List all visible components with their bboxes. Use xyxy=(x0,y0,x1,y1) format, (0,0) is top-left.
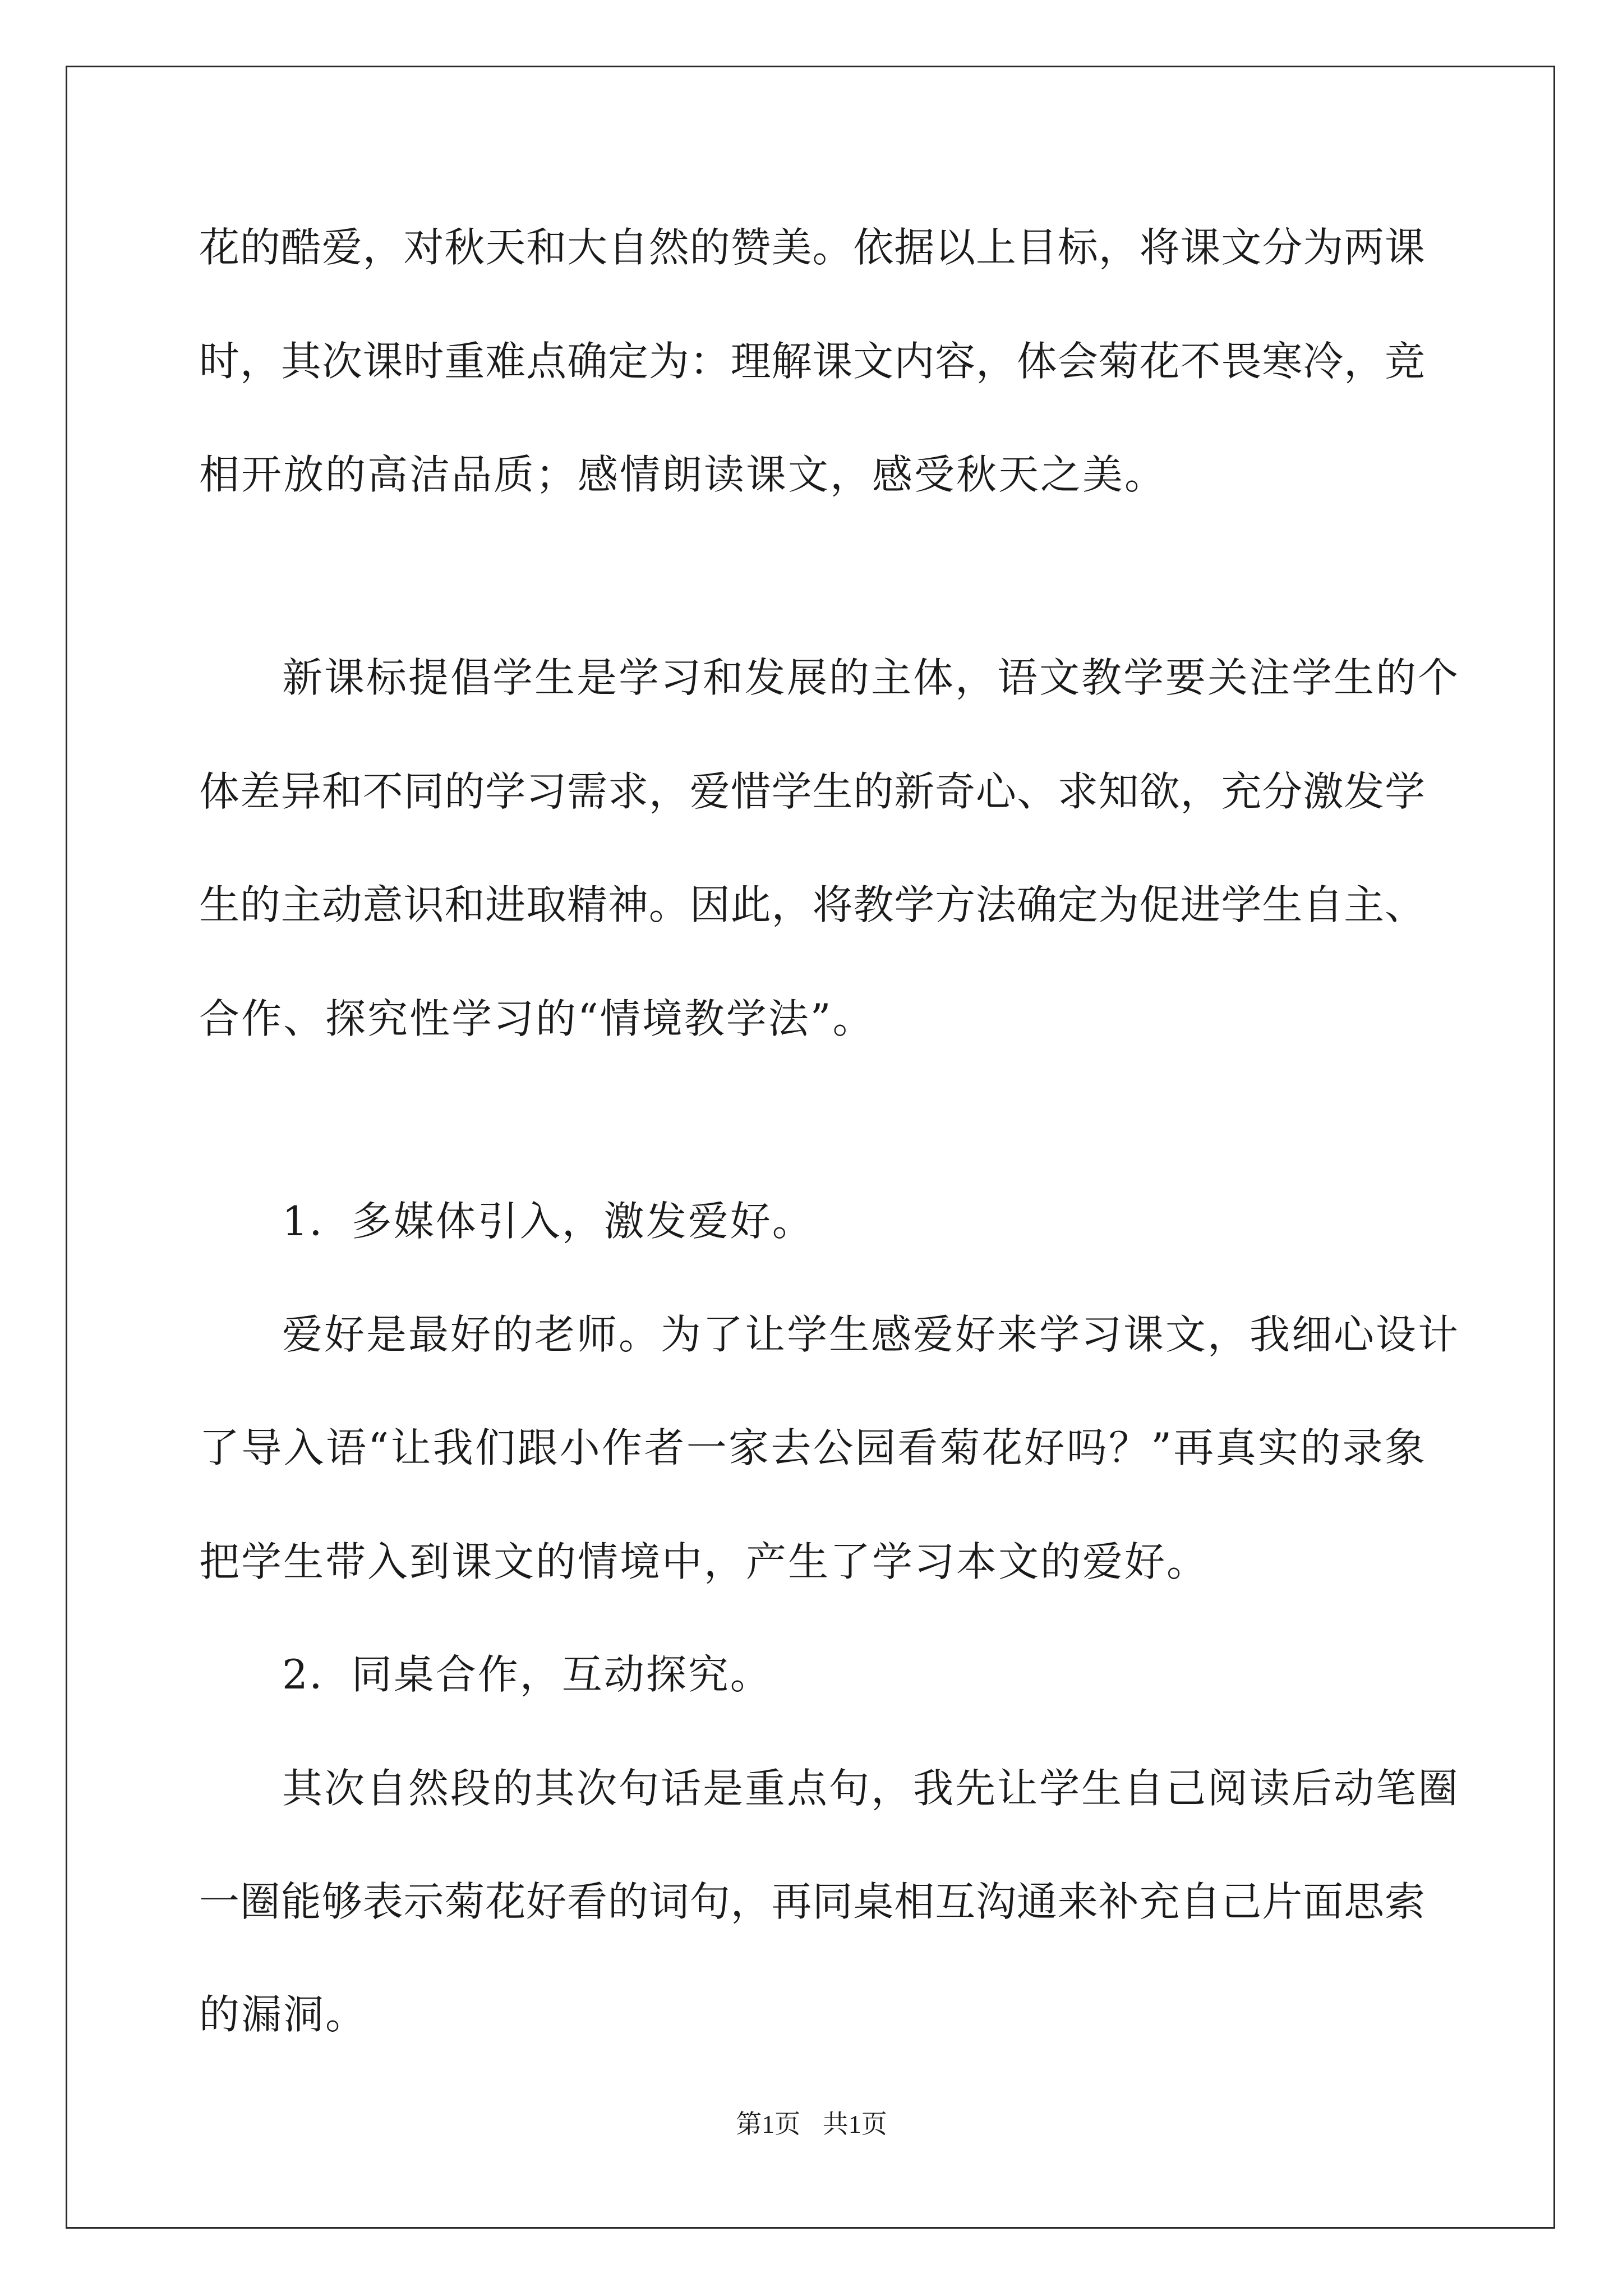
paragraph-first-line: 爱好是最好的老师。为了让学生感爱好来学习课文，我细心设计 xyxy=(282,1311,1460,1358)
text-line: 合作、探究性学习的“情境教学法”。 xyxy=(199,995,875,1042)
text-line: 了导入语“让我们跟小作者一家去公园看菊花好吗？”再真实的录象 xyxy=(199,1424,1425,1471)
page-footer xyxy=(0,2104,1623,2141)
text-line: 花的酷爱，对秋天和大自然的赞美。依据以上目标，将课文分为两课 xyxy=(199,224,1425,271)
text-line: 体差异和不同的学习需求，爱惜学生的新奇心、求知欲，充分激发学 xyxy=(199,768,1425,815)
text-line: 生的主动意识和进取精神。因此，将教学方法确定为促进学生自主、 xyxy=(199,881,1425,928)
section-heading: 1．多媒体引入，激发爱好。 xyxy=(282,1198,814,1245)
page-number: 第1页 xyxy=(736,2110,801,2138)
text-line: 相开放的高洁品质；感情朗读课文，感受秋天之美。 xyxy=(199,451,1167,498)
paragraph-first-line: 新课标提倡学生是学习和发展的主体，语文教学要关注学生的个 xyxy=(282,654,1460,701)
paragraph-first-line: 其次自然段的其次句话是重点句，我先让学生自己阅读后动笔圈 xyxy=(282,1765,1460,1812)
page-total: 共1页 xyxy=(822,2110,887,2138)
text-line: 的漏洞。 xyxy=(199,1991,368,2038)
section-heading: 2．同桌合作，互动探究。 xyxy=(282,1651,772,1698)
text-line: 时，其次课时重难点确定为：理解课文内容，体会菊花不畏寒冷，竞 xyxy=(199,338,1425,385)
text-line: 把学生带入到课文的情境中，产生了学习本文的爱好。 xyxy=(199,1538,1209,1585)
text-line: 一圈能够表示菊花好看的词句，再同桌相互沟通来补充自己片面思索 xyxy=(199,1878,1425,1925)
